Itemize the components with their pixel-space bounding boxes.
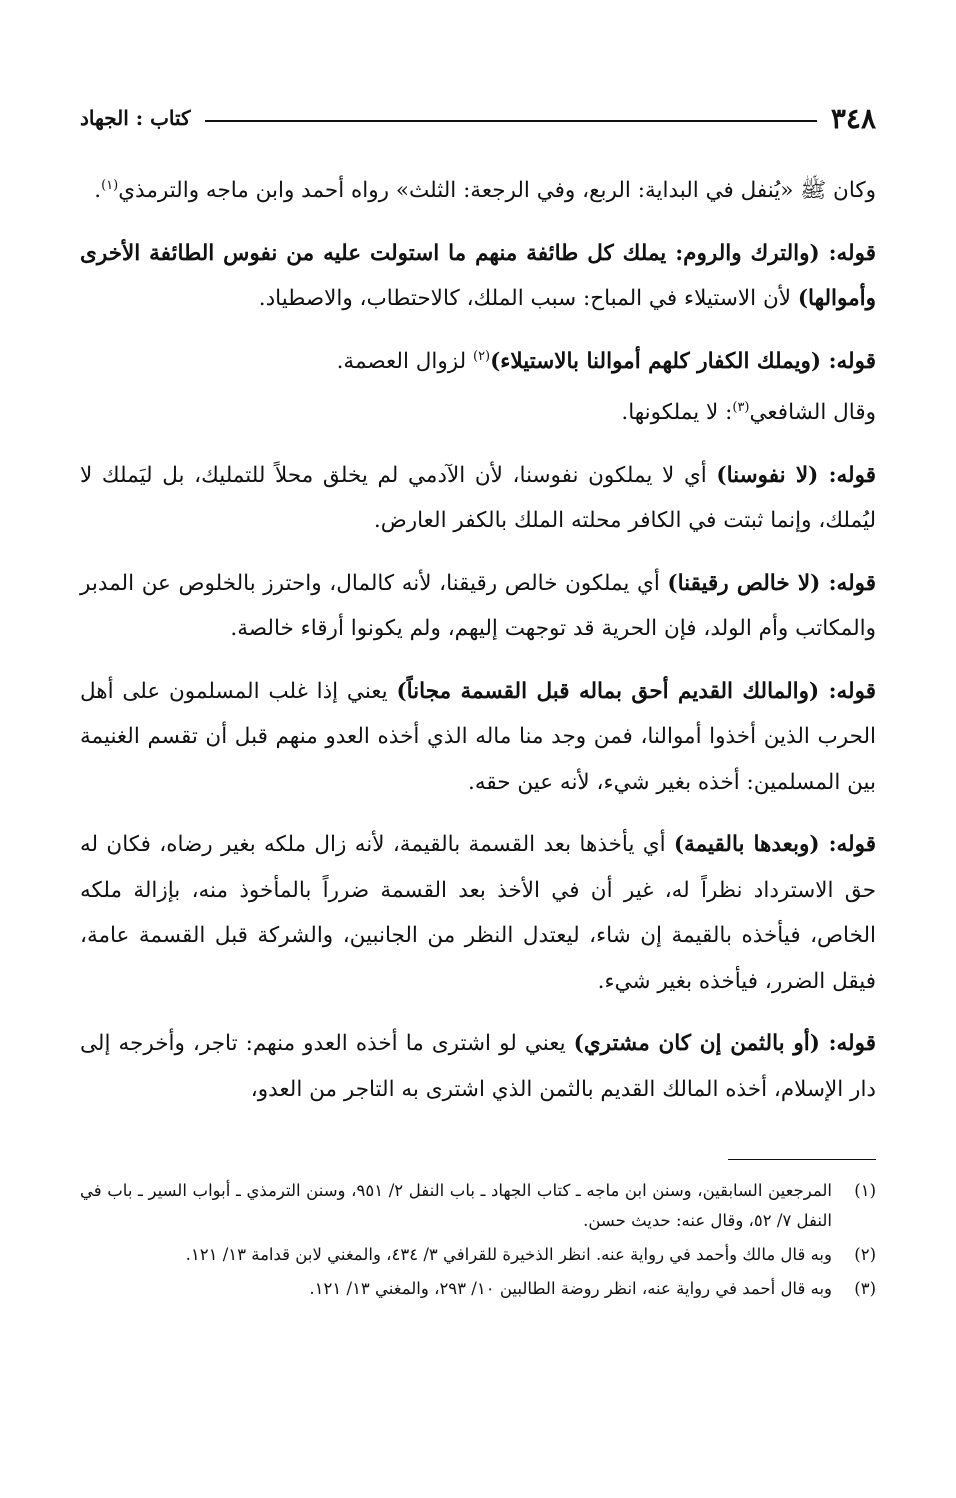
paragraph-lemma: قوله: (لا خالص رقيقنا) [667, 570, 876, 596]
paragraph-lemma: قوله: (وبعدها بالقيمة) [673, 832, 876, 857]
paragraph-text: . [94, 178, 102, 203]
footnote-text: وبه قال أحمد في رواية عنه، انظر روضة الطالبين ١٠/ ٢٩٣، والمغني ١٣/ ١٢١. [309, 1279, 832, 1298]
paragraph [80, 453, 876, 544]
footnote-number: (١) [854, 1181, 876, 1200]
paragraph [80, 339, 876, 385]
paragraph-text: لزوال العصمة. [336, 348, 473, 374]
paragraph-text: لأن الاستيلاء في المباح: سبب الملك، كالاحتطاب، والاصطياد. [258, 286, 798, 311]
paragraph-text: يعني لو اشترى ما أخذه العدو منهم: تاجر، وأخرجه إلى دار الإسلام، أخذه المالك القديم بالثمن الذي اشترى به التاجر من العدو، [80, 1031, 876, 1102]
footnote-text: وبه قال مالك وأحمد في رواية عنه. انظر الذخيرة للقرافي ٣/ ٤٣٤، والمغني لابن قدامة ١٣/ ١٢١. [185, 1245, 832, 1264]
paragraph-text: أي يأخذها بعد القسمة بالقيمة، لأنه زال ملكه بغير رضاه، فكان له حق الاسترداد نظراً له، غير أن في الأخذ بعد القسمة ضرراً بالمأخوذ منه، بإزالة ملكه الخاص، فيأخذه بالقيمة إن شاء، ليعتدل النظر من الجانبين، والشركة قبل القسمة عامة، فيقل الضرر، فيأخذه بغير شيء. [80, 832, 876, 994]
paragraph-text: : لا يملكونها. [621, 400, 733, 425]
paragraph [80, 1021, 876, 1112]
paragraph-lemma: قوله: (والمالك القديم أحق بماله قبل القسمة مجاناً) [396, 678, 876, 704]
footnote-number: (٢) [854, 1245, 876, 1264]
paragraph [80, 822, 876, 1004]
paragraph [80, 390, 876, 436]
paragraph [80, 168, 876, 214]
paragraph-text: يعني إذا غلب المسلمون على أهل الحرب الذين أخذوا أموالنا، فمن وجد منا ماله الذي أخذه العدو منهم قبل أن تقسم الغنيمة بين المسلمين: أخذه بغير شيء، لأنه عين حقه. [80, 678, 876, 795]
paragraph-text: أي يملكون خالص رقيقنا، لأنه كالمال، واحترز بالخلوص عن المدبر والمكاتب وأم الولد، فإن الحرية قد توجهت إليهم، ولم يكونوا أرقاء خالصة. [80, 570, 876, 641]
footnote-text: المرجعين السابقين، وسنن ابن ماجه ـ كتاب الجهاد ـ باب النفل ٢/ ٩٥١، وسنن الترمذي ـ أبواب السير ـ باب في النفل ٧/ ٥٢، وقال عنه: حديث حسن. [80, 1181, 832, 1230]
footnotes [80, 1176, 876, 1308]
paragraph-lemma: قوله: (والترك والروم: يملك كل طائفة منهم ما استولت عليه من نفوس الطائفة الأخرى وأموالها) [80, 240, 876, 311]
footnote [80, 1274, 876, 1304]
paragraph [80, 669, 876, 806]
paragraph-lemma: قوله: (لا نفوسنا) [716, 462, 876, 488]
page-header [80, 98, 876, 138]
paragraph-text: أي لا يملكون نفوسنا، لأن الآدمي لم يخلق محلاً للتمليك، بل ليَملك لا ليُملك، وإنما ثبتت في الكافر محلته الملك بالكفر العارض. [80, 462, 876, 533]
main-text [80, 168, 876, 1129]
paragraph [80, 561, 876, 652]
footnote-ref: (٣) [732, 399, 750, 415]
chapter-title: كتاب : الجهاد [80, 106, 191, 130]
footnote-ref: (٢) [472, 348, 491, 364]
paragraph-text: وقال الشافعي [749, 400, 876, 425]
footnote [80, 1176, 876, 1236]
header-rule [205, 120, 817, 122]
paragraph-lemma: قوله: (أو بالثمن إن كان مشتري) [573, 1031, 876, 1056]
paragraph-lemma: قوله: (ويملك الكفار كلهم أموالنا بالاستيلاء) [490, 348, 876, 374]
footnote-number: (٣) [854, 1279, 876, 1298]
page-number: ٣٤٨ [830, 101, 876, 135]
paragraph-text: وكان ﷺ «يُنفل في البداية: الربع، وفي الرجعة: الثلث» رواه أحمد وابن ماجه والترمذي [118, 178, 876, 203]
paragraph [80, 231, 876, 322]
footnote-ref: (١) [101, 177, 119, 193]
footnote-separator [728, 1159, 876, 1160]
footnote [80, 1240, 876, 1270]
